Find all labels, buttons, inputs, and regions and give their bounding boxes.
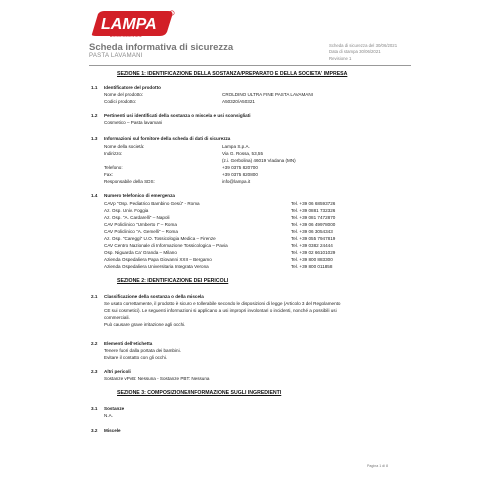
emergency-phone: Tel. +39 02 66101029	[291, 250, 336, 255]
logo-text: LAMPA	[101, 16, 157, 33]
paragraph-line: Tenere fuori dalla portata dei bambini.	[104, 348, 181, 353]
meta-line: Data di stampa 30/06/2021	[329, 49, 381, 55]
emergency-phone: Tel. +39 0382 24444	[291, 243, 333, 248]
emergency-center: Osp. Niguarda Ca' Granda – Milano	[104, 250, 177, 255]
paragraph-line: Può causare grave irritazione agli occhi.	[104, 322, 186, 327]
field-label: Responsabile della SDS:	[104, 179, 155, 184]
subsection-number: 2.1	[91, 294, 98, 299]
emergency-phone: Tel. +39 06 68593726	[291, 201, 336, 206]
logo-tagline: ACCESSORIES	[110, 34, 143, 38]
paragraph-line: CE sui cosmetici). Le seguenti informazioni si applicano a usi impropri involontari o incidenti, nonché a possibili usi	[104, 308, 337, 313]
emergency-center: Azienda Ospedaliera Papa Giovanni XXII – Bergamo	[104, 257, 212, 262]
field-label: Nome del prodotto:	[104, 92, 144, 97]
subsection-heading: Informazioni sul fornitore della scheda di dati di sicurezza	[104, 136, 231, 141]
field-label: Indirizzo:	[104, 151, 123, 156]
emergency-center: Az. Osp. Univ. Foggia	[104, 208, 149, 213]
emergency-phone: Tel. +39 06 49978000	[291, 222, 336, 227]
subsection-heading: Miscele	[104, 428, 121, 433]
subsection-number: 2.2	[91, 341, 98, 346]
paragraph-line: Evitare il contatto con gli occhi.	[104, 355, 168, 360]
document-title: Scheda informativa di sicurezza	[89, 42, 234, 53]
emergency-phone: Tel. +39 0881 732326	[291, 208, 336, 213]
paragraph-line: Sostanze vPvB: Nessuna - Sostanze PBT: Nessuna	[104, 376, 210, 381]
subsection-number: 1.1	[91, 85, 98, 90]
meta-line: Scheda di sicurezza del 30/06/2021	[329, 43, 398, 48]
emergency-center: CAVp "Osp. Pediatrico Bambino Gesù" - Roma	[104, 201, 200, 206]
subsection-heading: Altri pericoli	[104, 369, 131, 374]
subsection-number: 1.4	[91, 193, 98, 198]
subsection-heading: Identificatore del prodotto	[104, 85, 161, 90]
section-2-title: SEZIONE 2: IDENTIFICAZIONE DEI PERICOLI	[117, 278, 229, 284]
emergency-center: CAV Policlinico "A. Gemelli" – Roma	[104, 229, 178, 234]
emergency-phone: Tel. +39 800 011858	[291, 264, 333, 269]
header-divider	[89, 65, 411, 66]
subsection-number: 3.1	[91, 406, 98, 411]
field-value: Lampa S.p.A.	[222, 144, 250, 149]
subsection-heading: Numero telefonico di emergenza	[104, 193, 175, 198]
field-value: A50320/A50321	[222, 99, 255, 104]
subsection-heading: Pertinenti usi identificati della sostanza o miscela e usi sconsigliati	[104, 113, 251, 118]
emergency-phone: Tel. +39 081 7472870	[291, 215, 336, 220]
field-label: Codici prodotto:	[104, 99, 137, 104]
emergency-center: Az. Osp. "A. Cardarelli" – Napoli	[104, 215, 170, 220]
emergency-center: Azienda Ospedaliera Universitaria Integrata Verona	[104, 264, 209, 269]
page-number: Pagina 1 di 8	[367, 464, 388, 468]
meta-line: Revisione 1	[329, 55, 352, 61]
subsection-number: 3.2	[91, 428, 98, 433]
subsection-heading: Elementi dell'etichetta	[104, 341, 153, 346]
field-value: +39 0375 820700	[222, 165, 258, 170]
paragraph	[104, 300, 404, 328]
emergency-center: Az. Osp. "Careggi" U.O. Tossicologia Medica – Firenze	[104, 236, 216, 241]
field-value: Cosmetico – Pasta lavamani	[104, 120, 163, 125]
emergency-phone: Tel. +39 06 3054343	[291, 229, 333, 234]
field-value: (z.i. Gerbolina) 46019 Viadana (MN)	[222, 158, 296, 163]
section-1-title: SEZIONE 1: IDENTIFICAZIONE DELLA SOSTANZA/PREPARATO E DELLA SOCIETA' IMPRESA	[117, 71, 348, 77]
field-value: N.A.	[104, 413, 113, 418]
field-label: Telefono:	[104, 165, 123, 170]
subsection-number: 1.3	[91, 136, 98, 141]
field-label: Fax:	[104, 172, 113, 177]
emergency-center: CAV Centro Nazionale di Informazione Tossicologica – Pavia	[104, 243, 228, 248]
document-meta	[329, 43, 397, 62]
emergency-phone: Tel. +39 800 883300	[291, 257, 333, 262]
field-value: +39 0375 820800	[222, 172, 258, 177]
paragraph	[104, 347, 404, 361]
subsection-heading: Sostanze	[104, 406, 125, 411]
document-subtitle: PASTA LAVAMANI	[89, 53, 143, 59]
subsection-number: 1.2	[91, 113, 98, 118]
section-3-title: SEZIONE 3: COMPOSIZIONE/INFORMAZIONE SUGLI INGREDIENTI	[117, 390, 282, 396]
field-label: Nome della società:	[104, 144, 145, 149]
field-value: CROLDINO ULTRA FINE PASTA LAVAMANI	[222, 92, 313, 97]
subsection-number: 2.3	[91, 369, 98, 374]
email-value: info@lampa.it	[222, 179, 251, 184]
emergency-phone: Tel. +39 055 7947819	[291, 236, 336, 241]
paragraph-line: commerciali.	[104, 315, 130, 320]
paragraph-line: Se usato correttamente, il prodotto è sicuro e tollerabile secondo le disposizioni di legge (Articolo 3 del Regolamento	[104, 301, 341, 306]
emergency-center: CAV Policlinico "Umberto I" – Roma	[104, 222, 177, 227]
subsection-heading: Classificazione della sostanza o della miscela	[104, 294, 204, 299]
field-value: Via G. Rossa, 53,55	[222, 151, 264, 156]
